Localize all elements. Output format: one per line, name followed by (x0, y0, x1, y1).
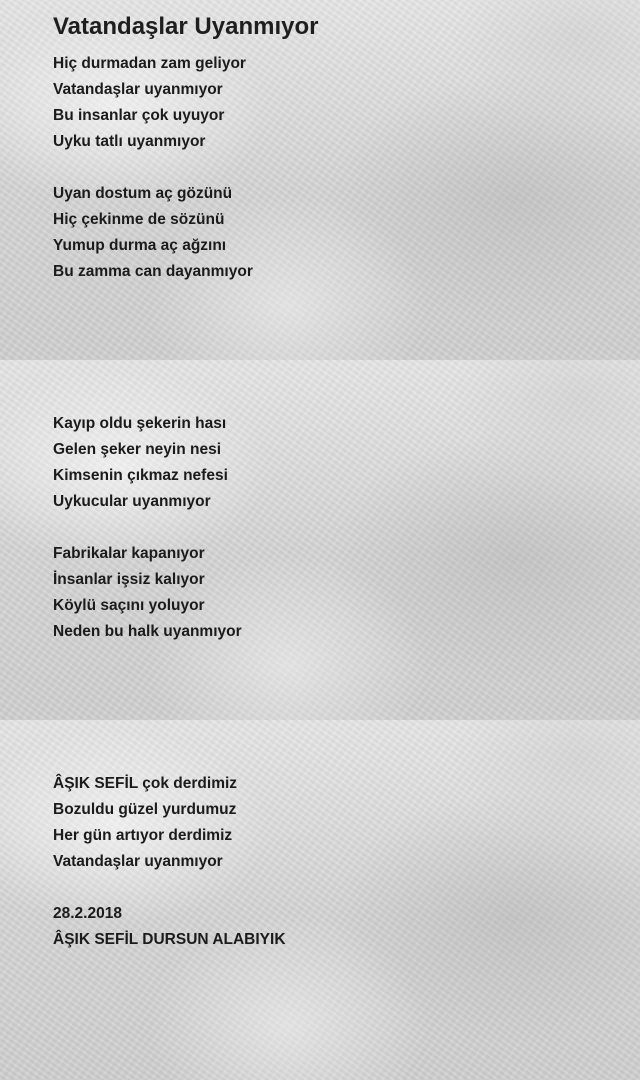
poem-line: Uyan dostum aç gözünü (53, 185, 233, 202)
poem-line: Kayıp oldu şekerin hası (53, 415, 227, 432)
poem-line: Vatandaşlar uyanmıyor (53, 81, 223, 98)
poem-author: ÂŞIK SEFİL DURSUN ALABIYIK (53, 931, 286, 948)
poem-title: Vatandaşlar Uyanmıyor (53, 13, 319, 40)
poem-line: Köylü saçını yoluyor (53, 597, 205, 614)
poem-date: 28.2.2018 (53, 905, 122, 922)
poem-line: Fabrikalar kapanıyor (53, 545, 205, 562)
stanza-2 (53, 181, 253, 285)
stanza-4 (53, 541, 242, 645)
poem-line: Her gün artıyor derdimiz (53, 827, 233, 844)
stanza-5 (53, 771, 237, 875)
poem-line: Yumup durma aç ağzını (53, 237, 227, 254)
poem-line: Neden bu halk uyanmıyor (53, 623, 242, 640)
poem-line: Bu insanlar çok uyuyor (53, 107, 225, 124)
poem-panel-3 (0, 720, 640, 1080)
poem-line: Uyku tatlı uyanmıyor (53, 133, 206, 150)
poem-line: ÂŞIK SEFİL çok derdimiz (53, 775, 238, 792)
poem-line: Bozuldu güzel yurdumuz (53, 801, 237, 818)
poem-line: Vatandaşlar uyanmıyor (53, 853, 223, 870)
poem-line: Hiç durmadan zam geliyor (53, 55, 246, 72)
poem-line: Hiç çekinme de sözünü (53, 211, 225, 228)
stanza-3 (53, 411, 228, 515)
poem-panel-1 (0, 0, 640, 360)
poem-line: Uykucular uyanmıyor (53, 493, 211, 510)
poem-line: İnsanlar işsiz kalıyor (53, 571, 205, 588)
poem-line: Bu zamma can dayanmıyor (53, 263, 253, 280)
poem-line: Kimsenin çıkmaz nefesi (53, 467, 228, 484)
poem-line: Gelen şeker neyin nesi (53, 441, 222, 458)
signature-block (53, 901, 286, 953)
stanza-1 (53, 51, 246, 155)
poem-panel-2 (0, 360, 640, 720)
